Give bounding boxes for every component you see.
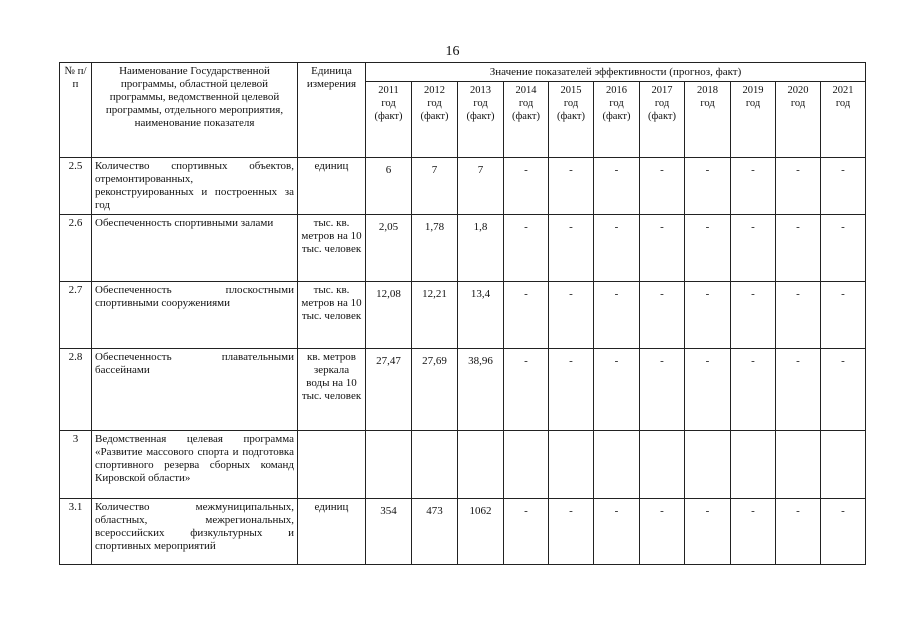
- value-cell: -: [731, 215, 776, 282]
- page-number: 16: [445, 44, 460, 59]
- row-num: 2.5: [60, 158, 92, 215]
- value-cell: 473: [412, 499, 458, 565]
- value-cell: -: [776, 282, 821, 349]
- value-cell: -: [685, 499, 731, 565]
- value-cell: 7: [458, 158, 504, 215]
- header-values: Значение показателей эффективности (прогноз, факт): [366, 63, 866, 82]
- value-cell: -: [549, 158, 594, 215]
- table-row: [60, 499, 866, 565]
- row-name: Обеспеченность плоскостными спортивными сооружениями: [92, 282, 298, 349]
- value-cell: -: [549, 215, 594, 282]
- table-row: [60, 158, 866, 215]
- value-cell: -: [685, 282, 731, 349]
- row-unit: тыс. кв. метров на 10 тыс. человек: [298, 282, 366, 349]
- value-cell: -: [821, 349, 866, 431]
- row-unit: [298, 431, 366, 499]
- row-num: 2.6: [60, 215, 92, 282]
- value-cell: 1062: [458, 499, 504, 565]
- value-cell: -: [640, 158, 685, 215]
- value-cell: 27,47: [366, 349, 412, 431]
- value-cell: [776, 431, 821, 499]
- value-cell: -: [640, 215, 685, 282]
- value-cell: 27,69: [412, 349, 458, 431]
- value-cell: -: [685, 215, 731, 282]
- year-header: 2012 год (факт): [412, 82, 458, 158]
- value-cell: -: [594, 349, 640, 431]
- row-name: Количество межмуниципальных, областных, межрегиональных, всероссийских физкультурных и спортивных мероприятий: [92, 499, 298, 565]
- value-cell: -: [549, 282, 594, 349]
- value-cell: [685, 431, 731, 499]
- year-header: 2016 год (факт): [594, 82, 640, 158]
- value-cell: -: [776, 215, 821, 282]
- year-header: 2021 год: [821, 82, 866, 158]
- value-cell: -: [821, 215, 866, 282]
- year-header: 2013 год (факт): [458, 82, 504, 158]
- value-cell: -: [549, 349, 594, 431]
- value-cell: 1,78: [412, 215, 458, 282]
- value-cell: -: [504, 499, 549, 565]
- table-row: [60, 349, 866, 431]
- value-cell: [821, 431, 866, 499]
- value-cell: -: [776, 158, 821, 215]
- value-cell: -: [594, 215, 640, 282]
- year-header: 2017 год (факт): [640, 82, 685, 158]
- value-cell: -: [504, 349, 549, 431]
- value-cell: 1,8: [458, 215, 504, 282]
- row-unit: кв. метров зеркала воды на 10 тыс. человек: [298, 349, 366, 431]
- value-cell: -: [549, 499, 594, 565]
- row-unit: единиц: [298, 499, 366, 565]
- value-cell: -: [821, 282, 866, 349]
- row-num: 2.8: [60, 349, 92, 431]
- value-cell: -: [594, 158, 640, 215]
- value-cell: [640, 431, 685, 499]
- table-row: [60, 215, 866, 282]
- value-cell: -: [685, 158, 731, 215]
- year-header: 2020 год: [776, 82, 821, 158]
- table-row: [60, 431, 866, 499]
- year-header: 2018 год: [685, 82, 731, 158]
- value-cell: -: [776, 499, 821, 565]
- value-cell: [504, 431, 549, 499]
- value-cell: [458, 431, 504, 499]
- value-cell: 7: [412, 158, 458, 215]
- table-row: [60, 282, 866, 349]
- header-num: № п/п: [60, 63, 92, 158]
- row-num: 3.1: [60, 499, 92, 565]
- value-cell: -: [731, 349, 776, 431]
- header-name: Наименование Государственной программы, областной целевой программы, ведомственной целевой программы, отдельного мероприятия, наименование показателя: [92, 63, 298, 158]
- value-cell: 2,05: [366, 215, 412, 282]
- value-cell: -: [731, 158, 776, 215]
- row-name: Количество спортивных объектов, отремонтированных, реконструированных и построенных за год: [92, 158, 298, 215]
- value-cell: 12,21: [412, 282, 458, 349]
- header-unit: Единица измерения: [298, 63, 366, 158]
- row-name: Ведомственная целевая программа «Развитие массового спорта и подготовка спортивного резерва сборных команд Кировской области»: [92, 431, 298, 499]
- value-cell: [594, 431, 640, 499]
- row-num: 3: [60, 431, 92, 499]
- value-cell: -: [640, 499, 685, 565]
- value-cell: [549, 431, 594, 499]
- value-cell: [412, 431, 458, 499]
- value-cell: -: [640, 349, 685, 431]
- value-cell: -: [731, 282, 776, 349]
- value-cell: 354: [366, 499, 412, 565]
- year-header: 2011 год (факт): [366, 82, 412, 158]
- value-cell: -: [821, 499, 866, 565]
- value-cell: -: [504, 215, 549, 282]
- year-header: 2019 год: [731, 82, 776, 158]
- value-cell: [731, 431, 776, 499]
- year-header: 2015 год (факт): [549, 82, 594, 158]
- value-cell: -: [594, 282, 640, 349]
- value-cell: -: [594, 499, 640, 565]
- row-name: Обеспеченность плавательными бассейнами: [92, 349, 298, 431]
- value-cell: -: [504, 282, 549, 349]
- value-cell: -: [640, 282, 685, 349]
- value-cell: -: [776, 349, 821, 431]
- value-cell: -: [821, 158, 866, 215]
- row-unit: единиц: [298, 158, 366, 215]
- row-name: Обеспеченность спортивными залами: [92, 215, 298, 282]
- value-cell: 12,08: [366, 282, 412, 349]
- row-num: 2.7: [60, 282, 92, 349]
- value-cell: 38,96: [458, 349, 504, 431]
- value-cell: [366, 431, 412, 499]
- efficiency-indicators-table: [59, 62, 866, 565]
- value-cell: 13,4: [458, 282, 504, 349]
- year-header: 2014 год (факт): [504, 82, 549, 158]
- value-cell: -: [685, 349, 731, 431]
- value-cell: -: [504, 158, 549, 215]
- value-cell: -: [731, 499, 776, 565]
- row-unit: тыс. кв. метров на 10 тыс. человек: [298, 215, 366, 282]
- value-cell: 6: [366, 158, 412, 215]
